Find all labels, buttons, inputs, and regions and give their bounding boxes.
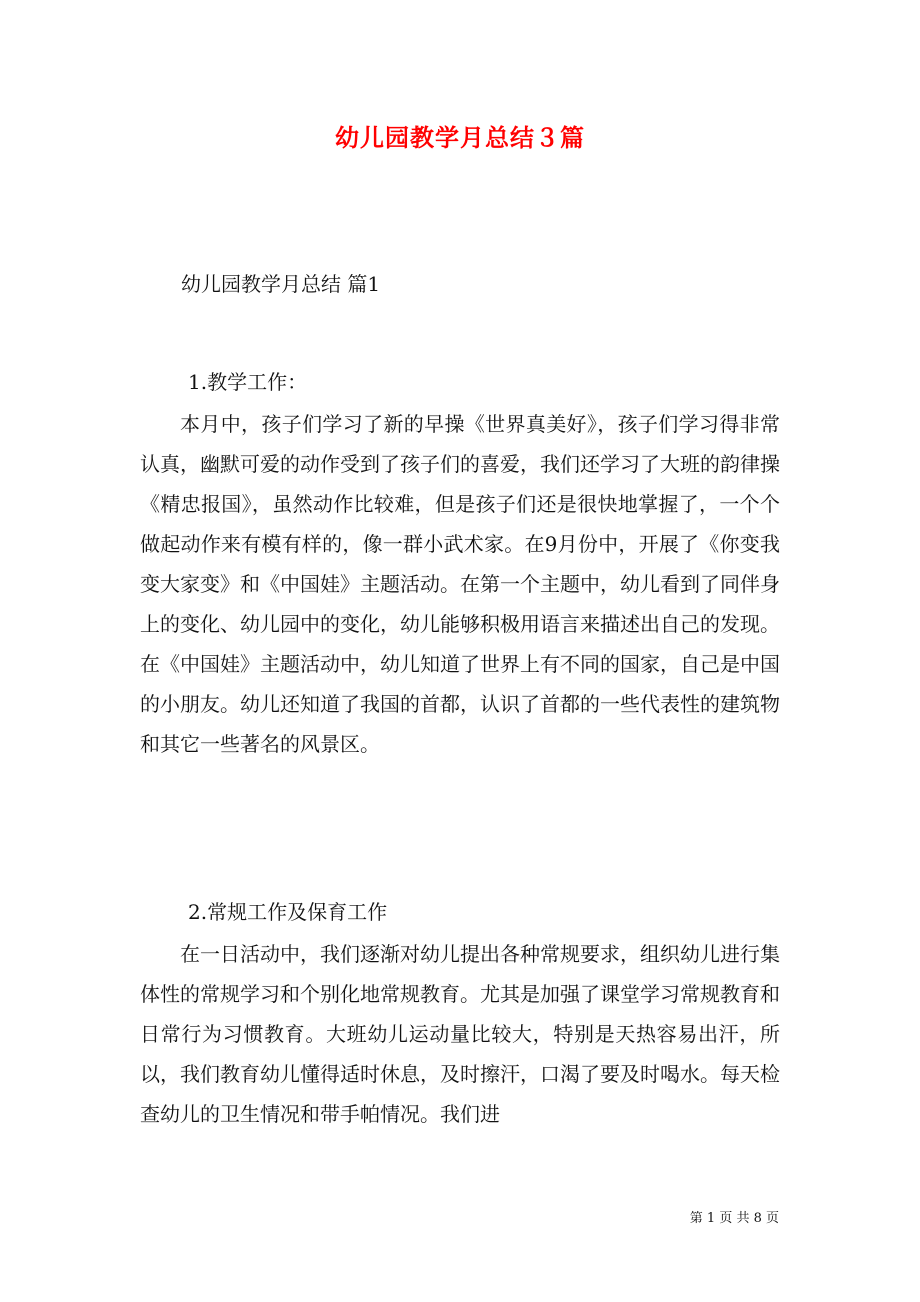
page-footer: 第 1 页 共 8 页 — [689, 1211, 779, 1226]
document-title: 幼儿园教学月总结３篇 — [335, 123, 585, 152]
section-heading: 幼儿园教学月总结 篇1 — [181, 272, 381, 296]
section-2-title: 2.常规工作及保育工作 — [188, 900, 388, 924]
section-2-paragraph: 在一日活动中，我们逐渐对幼儿提出各种常规要求，组织幼儿进行集体性的常规学习和个别化地常规教育。尤其是加强了课堂学习常规教育和日常行为习惯教育。大班幼儿运动量比较大，特别是天热容易出汗，所以，我们教育幼儿懂得适时休息，及时擦汗，口渴了要及时喝水。每天检查幼儿的卫生情况和带手帕情况。我们进 — [140, 942, 780, 1126]
section-1-title: 1.教学工作： — [188, 370, 308, 394]
section-1-paragraph: 本月中，孩子们学习了新的早操《世界真美好》，孩子们学习得非常认真，幽默可爱的动作受到了孩子们的喜爱，我们还学习了大班的韵律操《精忠报国》，虽然动作比较难，但是孩子们还是很快地掌握了，一个个做起动作来有模有样的，像一群小武术家。在9月份中，开展了《你变我变大家变》和《中国娃》主题活动。在第一个主题中，幼儿看到了同伴身上的变化、幼儿园中的变化，幼儿能够积极用语言来描述出自己的发现。在《中国娃》主题活动中，幼儿知道了世界上有不同的国家，自己是中国的小朋友。幼儿还知道了我国的首都，认识了首都的一些代表性的建筑物和其它一些著名的风景区。 — [140, 412, 780, 756]
